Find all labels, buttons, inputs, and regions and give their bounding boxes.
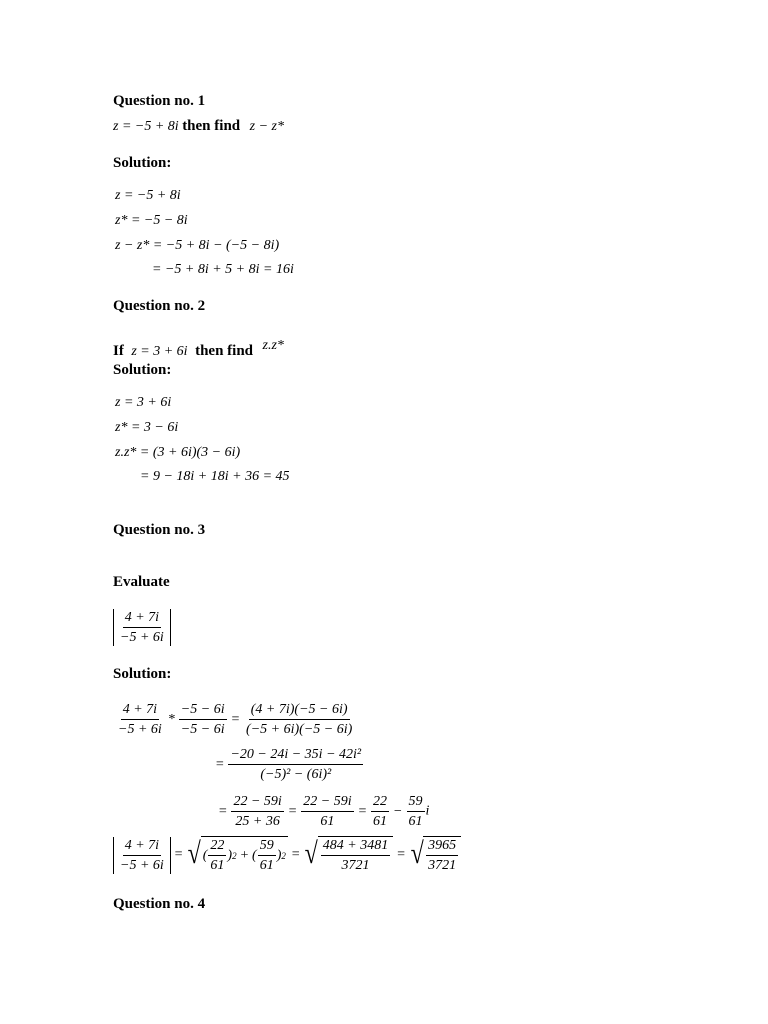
sqrt-sign-1: √ ( $\frac{22}{61}$ ) 2 + ( $\frac{59}{61}$ ) 2	[187, 837, 286, 873]
step1-prod-num: (4 + 7i)(−5 − 6i)	[249, 701, 350, 720]
q3-step3: = $\frac{22 - 59i}{25 + 36}$ = $\frac{22 - 59i}{61}$ = $\frac{22}{61}$ − $\frac{59}{61}$ i	[218, 794, 430, 829]
step3-den2: 61	[320, 814, 335, 829]
q1-line2: z* = −5 − 8i	[115, 213, 188, 228]
q2-line4: = 9 − 18i + 18i + 36 = 45	[140, 469, 290, 484]
q3-expr-den: −5 + 6i	[120, 630, 164, 645]
q2-heading: Question no. 2	[113, 298, 206, 314]
q1-statement-expr: z − z*	[249, 119, 284, 134]
modulus-bars-result	[113, 837, 171, 874]
q1-line1: z = −5 + 8i	[115, 188, 181, 203]
q2-solution-label: Solution:	[113, 362, 172, 378]
step2-num: −20 − 24i − 35i − 42i²	[228, 746, 363, 765]
q3-evaluate: Evaluate	[113, 574, 170, 590]
step1-frac1-num: 4 + 7i	[121, 701, 159, 720]
step3-num1: 22 − 59i	[231, 793, 283, 812]
q2-line1: z = 3 + 6i	[115, 395, 172, 410]
step3-num2: 22 − 59i	[301, 793, 353, 812]
sqrt2-num: 484 + 3481	[321, 837, 390, 856]
step3-den1: 25 + 36	[235, 814, 280, 829]
q1-line4: = −5 + 8i + 5 + 8i = 16i	[152, 262, 294, 277]
step1-prod-den: (−5 + 6i)(−5 − 6i)	[246, 722, 353, 737]
im-den: 61	[408, 814, 423, 829]
sqrt-sign-3: √ $\frac{3965}{3721}$	[409, 836, 461, 874]
q3-step1: $\frac{4 + 7i}{-5 + 6i}$ * $\frac{-5 - 6i}{-5 - 6i}$ = $\frac{(4 + 7i)(-5 - 6i)}{(-5 + 6i)(-5 - 6i)}$	[118, 702, 353, 737]
q1-heading: Question no. 1	[113, 93, 206, 109]
sqrt-sign-2: √ $\frac{484 + 3481}{3721}$	[303, 836, 393, 874]
q3-solution-label: Solution:	[113, 666, 172, 682]
q2-statement-if: If	[113, 343, 124, 359]
q3-heading: Question no. 3	[113, 522, 206, 538]
sq1-num: 22	[208, 837, 226, 856]
sq1-den: 61	[210, 858, 225, 873]
q2-statement-lhs: z = 3 + 6i	[131, 344, 188, 359]
q2-statement	[113, 338, 284, 360]
q1-line3: z − z* = −5 + 8i − (−5 − 8i)	[115, 238, 280, 253]
q3-step2: = $\frac{\text{−20 − 24i − 35i − 42i²}}{\text{(−5)² − (6i)²}}$	[215, 747, 362, 782]
q2-statement-text: then find	[195, 343, 254, 359]
step1-conj-num: −5 − 6i	[179, 701, 227, 720]
q2-line2: z* = 3 − 6i	[115, 420, 179, 435]
sqrt3-num: 3965	[426, 837, 458, 856]
sq2-num: 59	[258, 837, 276, 856]
sq2-den: 61	[259, 858, 274, 873]
im-num: 59	[407, 793, 425, 812]
q2-line3: z.z* = (3 + 6i)(3 − 6i)	[115, 445, 241, 460]
im-unit: i	[425, 803, 430, 819]
re-num: 22	[371, 793, 389, 812]
step1-frac1-den: −5 + 6i	[118, 722, 162, 737]
sqrt2-den: 3721	[341, 858, 370, 873]
step4-den: −5 + 6i	[120, 857, 164, 873]
q1-statement	[113, 118, 284, 135]
re-den: 61	[373, 814, 388, 829]
q3-expression	[113, 609, 171, 646]
q1-statement-lhs: z = −5 + 8i	[113, 119, 179, 134]
sqrt3-den: 3721	[428, 858, 457, 873]
q1-solution-label: Solution:	[113, 155, 172, 171]
q3-expr-num: 4 + 7i	[123, 609, 161, 628]
step2-den: (−5)² − (6i)²	[260, 767, 332, 782]
modulus-bars	[113, 609, 171, 646]
q4-heading: Question no. 4	[113, 896, 206, 912]
q3-step4: $\frac{4 + 7i}{-5 + 6i}$ = √ ( $\frac{22}{61}$ ) 2 + ( $\frac{59}{61}$ ) 2 = √ $\frac{484 + 3481}{3721}$ = √ $\frac{3965}{3721}$	[113, 836, 461, 874]
q1-statement-text: then find	[182, 118, 241, 134]
step1-conj-den: −5 − 6i	[180, 722, 225, 737]
step4-num: 4 + 7i	[123, 837, 161, 856]
q2-statement-expr: z.z*	[262, 338, 284, 353]
